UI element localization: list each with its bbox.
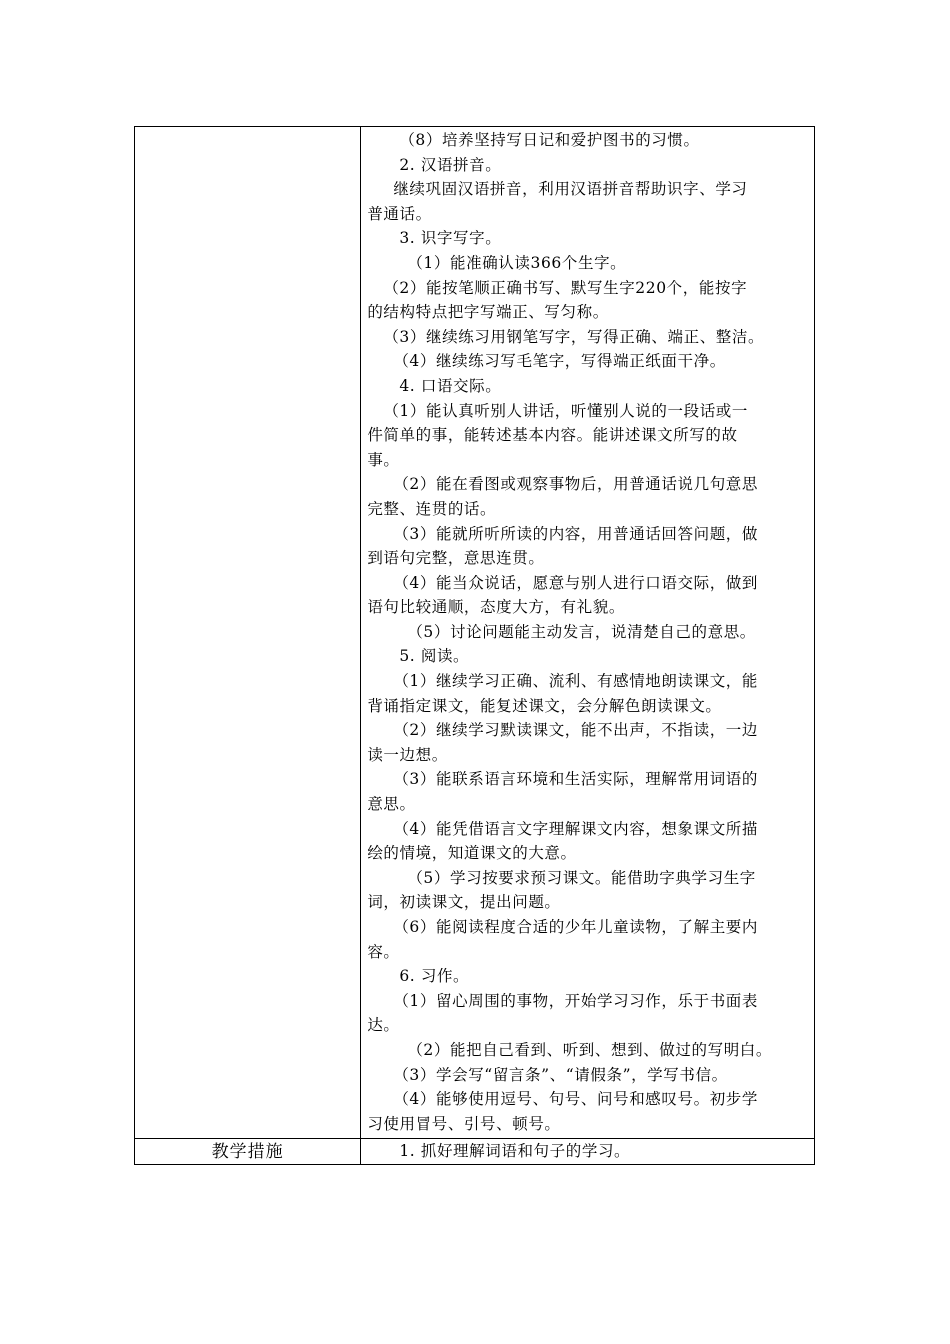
goal-line: 语句比较通顺，态度大方，有礼貌。 <box>367 598 625 617</box>
goal-heading: 4. 口语交际。 <box>399 376 502 395</box>
goal-line: （5）学习按要求预习课文。能借助字典学习生字 <box>407 868 756 887</box>
goal-line: （3）能就所听所读的内容，用普通话回答问题，做 <box>393 524 758 543</box>
goal-line: （3）继续练习用钢笔写字，写得正确、端正、整洁。 <box>383 327 765 346</box>
plan-table <box>134 126 815 1165</box>
goals-row <box>135 127 815 1139</box>
goal-line: （3）能联系语言环境和生活实际，理解常用词语的 <box>393 770 758 789</box>
goal-line: 完整、连贯的话。 <box>367 499 497 518</box>
goal-heading: 3. 识字写字。 <box>399 229 502 248</box>
goal-line: （5）讨论问题能主动发言，说清楚自己的意思。 <box>407 622 756 641</box>
goal-line: 继续巩固汉语拼音，利用汉语拼音帮助识字、学习 <box>393 180 748 199</box>
goal-line: 的结构特点把字写端正、写匀称。 <box>367 303 609 322</box>
goal-line: 达。 <box>367 1016 400 1035</box>
measures-row <box>135 1139 815 1165</box>
goal-line: （1）能认真听别人讲话，听懂别人说的一段话或一 <box>383 401 748 420</box>
goal-line: 事。 <box>367 450 400 469</box>
goal-line: 背诵指定课文，能复述课文，会分解色朗读课文。 <box>367 696 722 715</box>
goal-line: 容。 <box>367 942 400 961</box>
goal-line: （2）能在看图或观察事物后，用普通话说几句意思 <box>393 475 758 494</box>
goal-line: （2）继续学习默读课文，能不出声，不指读，一边 <box>393 721 758 740</box>
goal-line: （1）继续学习正确、流利、有感情地朗读课文，能 <box>393 672 758 691</box>
measures-label: 教学措施 <box>135 1139 361 1165</box>
measure-line: 1. 抓好理解词语和句子的学习。 <box>399 1142 631 1161</box>
goal-line: 意思。 <box>367 795 416 814</box>
goal-line: 读一边想。 <box>367 745 448 764</box>
goal-line: 词，初读课文，提出问题。 <box>367 893 561 912</box>
goal-line: （4）继续练习写毛笔字，写得端正纸面干净。 <box>393 352 726 371</box>
goal-line: （4）能凭借语言文字理解课文内容，想象课文所描 <box>393 819 758 838</box>
goal-line: （1）留心周围的事物，开始学习习作，乐于书面表 <box>393 991 758 1010</box>
goal-line: 绘的情境，知道课文的大意。 <box>367 844 577 863</box>
goal-heading: 5. 阅读。 <box>399 647 470 666</box>
goal-line: （4）能够使用逗号、句号、问号和感叹号。初步学 <box>393 1090 758 1109</box>
goal-line: 到语句完整，意思连贯。 <box>367 549 545 568</box>
measures-content-cell <box>361 1139 815 1165</box>
goal-line: 普通话。 <box>367 204 432 223</box>
goal-line: 习使用冒号、引号、顿号。 <box>367 1114 561 1133</box>
goals-content-cell <box>361 127 815 1139</box>
goal-line: （1）能准确认读366个生字。 <box>407 253 627 272</box>
goal-line: （2）能把自己看到、听到、想到、做过的写明白。 <box>407 1040 772 1059</box>
goal-line: （6）能阅读程度合适的少年儿童读物，了解主要内 <box>393 918 758 936</box>
goal-line: 件简单的事，能转述基本内容。能讲述课文所写的故 <box>367 426 738 445</box>
goals-label-cell <box>135 127 361 1139</box>
goal-heading: 2. 汉语拼音。 <box>399 155 502 174</box>
goal-heading: 6. 习作。 <box>399 967 470 986</box>
goal-line: （2）能按笔顺正确书写、默写生字220个，能按字 <box>383 278 748 297</box>
goal-line: （4）能当众说话，愿意与别人进行口语交际，做到 <box>393 573 758 592</box>
goal-line: （3）学会写“留言条”、“请假条”，学写书信。 <box>393 1065 728 1084</box>
goal-line: （8）培养坚持写日记和爱护图书的习惯。 <box>399 131 700 149</box>
